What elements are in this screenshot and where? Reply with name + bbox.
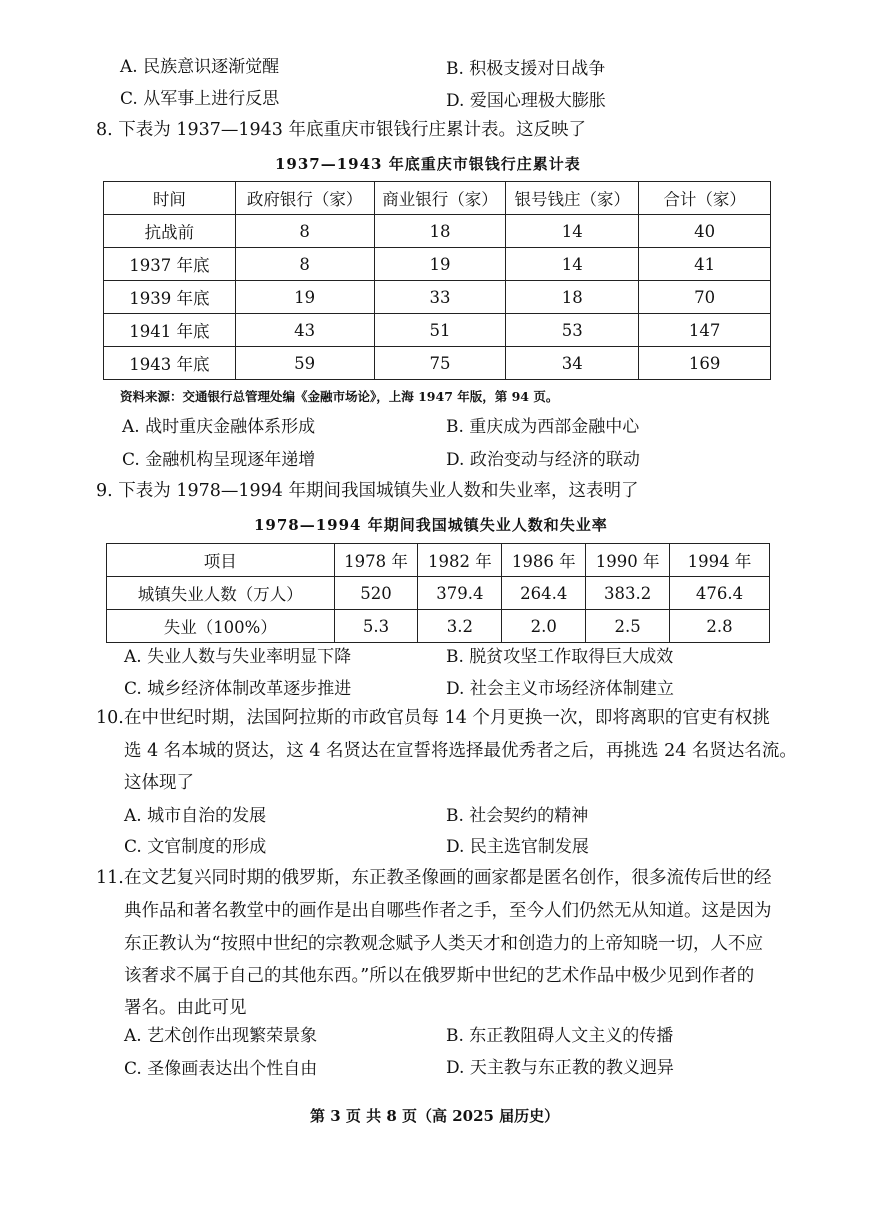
q8-option-d: D. 政治变动与经济的联动: [446, 450, 640, 470]
q11-text-line-5: 署名。由此可见: [124, 998, 247, 1018]
table-cell: 2.0: [502, 610, 586, 643]
table-cell: 1937 年底: [104, 248, 236, 281]
table-cell: 19: [374, 248, 506, 281]
table-cell: 59: [235, 347, 374, 380]
q7-option-c: C. 从军事上进行反思: [120, 89, 280, 109]
header-cell: 合计（家）: [639, 182, 771, 215]
q10-text-line-2: 选 4 名本城的贤达，这 4 名贤达在宣誓将选择最优秀者之后，再挑选 24 名贤达名流。: [124, 741, 797, 761]
table-cell: 14: [506, 248, 639, 281]
q11-option-a: A. 艺术创作出现繁荣景象: [124, 1026, 318, 1046]
table-cell: 70: [639, 281, 771, 314]
table-cell: 18: [374, 215, 506, 248]
q9-option-a: A. 失业人数与失业率明显下降: [124, 647, 352, 667]
table-header-row: [104, 182, 771, 215]
table-cell: 476.4: [670, 577, 770, 610]
table-cell: 14: [506, 215, 639, 248]
table-cell: 2.5: [586, 610, 670, 643]
table-cell: 3.2: [418, 610, 502, 643]
q9-stem: 9. 下表为 1978—1994 年期间我国城镇失业人数和失业率，这表明了: [96, 481, 639, 501]
q8-option-b: B. 重庆成为西部金融中心: [446, 417, 640, 437]
table-cell: 抗战前: [104, 215, 236, 248]
q9-option-c: C. 城乡经济体制改革逐步推进: [124, 679, 352, 699]
q11-text-line-2: 典作品和著名教堂中的画作是出自哪些作者之手，至今人们仍然无从知道。这是因为: [124, 901, 772, 921]
table-cell: 33: [374, 281, 506, 314]
table-cell: 40: [639, 215, 771, 248]
table-cell: 169: [639, 347, 771, 380]
table-cell: 5.3: [334, 610, 418, 643]
page-footer: 第 3 页 共 8 页（高 2025 届历史）: [310, 1107, 560, 1125]
table-cell: 264.4: [502, 577, 586, 610]
q11-text-line-3: 东正教认为“按照中世纪的宗教观念赋予人类天才和创造力的上帝知晓一切，人不应: [124, 934, 763, 954]
table-cell: 2.8: [670, 610, 770, 643]
table-cell: 147: [639, 314, 771, 347]
q8-option-a: A. 战时重庆金融体系形成: [122, 417, 316, 437]
header-cell: 商业银行（家）: [374, 182, 506, 215]
q10-text-line-1: 在中世纪时期，法国阿拉斯的市政官员每 14 个月更换一次，即将离职的官吏有权挑: [124, 708, 770, 728]
q9-table-title: 1978—1994 年期间我国城镇失业人数和失业率: [254, 516, 608, 534]
q11-text-line-4: 该奢求不属于自己的其他东西。”所以在俄罗斯中世纪的艺术作品中极少见到作者的: [124, 966, 755, 986]
header-cell: 1994 年: [670, 544, 770, 577]
table-row: [104, 314, 771, 347]
table-cell: 1939 年底: [104, 281, 236, 314]
header-cell: 银号钱庄（家）: [506, 182, 639, 215]
table-cell: 41: [639, 248, 771, 281]
table-row: [107, 577, 770, 610]
table-cell: 383.2: [586, 577, 670, 610]
header-cell: 1990 年: [586, 544, 670, 577]
table-row: [104, 215, 771, 248]
header-cell: 时间: [104, 182, 236, 215]
q11-option-d: D. 天主教与东正教的教义迥异: [446, 1058, 674, 1078]
q7-option-b: B. 积极支援对日战争: [446, 59, 606, 79]
table-row: [104, 248, 771, 281]
table-row: [104, 281, 771, 314]
table-cell: 失业（100%）: [107, 610, 335, 643]
q7-option-a: A. 民族意识逐渐觉醒: [120, 57, 280, 77]
table-cell: 8: [235, 215, 374, 248]
q9-option-b: B. 脱贫攻坚工作取得巨大成效: [446, 647, 674, 667]
header-cell: 项目: [107, 544, 335, 577]
q10-number: 10.: [96, 708, 124, 728]
table-cell: 51: [374, 314, 506, 347]
q8-stem: 8. 下表为 1937—1943 年底重庆市银钱行庄累计表。这反映了: [96, 120, 586, 140]
q9-option-d: D. 社会主义市场经济体制建立: [446, 679, 674, 699]
q11-option-c: C. 圣像画表达出个性自由: [124, 1059, 318, 1079]
table-header-row: [107, 544, 770, 577]
table-cell: 34: [506, 347, 639, 380]
table-cell: 43: [235, 314, 374, 347]
table-cell: 520: [334, 577, 418, 610]
q8-table-title: 1937—1943 年底重庆市银钱行庄累计表: [275, 155, 581, 173]
table-cell: 379.4: [418, 577, 502, 610]
q10-text-line-3: 这体现了: [124, 773, 194, 793]
table-row: [107, 610, 770, 643]
table-cell: 1941 年底: [104, 314, 236, 347]
header-cell: 政府银行（家）: [235, 182, 374, 215]
q10-option-a: A. 城市自治的发展: [124, 806, 267, 826]
q10-option-c: C. 文官制度的形成: [124, 837, 267, 857]
table-row: [104, 347, 771, 380]
table-cell: 8: [235, 248, 374, 281]
table-cell: 19: [235, 281, 374, 314]
header-cell: 1986 年: [502, 544, 586, 577]
header-cell: 1982 年: [418, 544, 502, 577]
q9-table: [106, 543, 770, 643]
q7-option-d: D. 爱国心理极大膨胀: [446, 91, 606, 111]
header-cell: 1978 年: [334, 544, 418, 577]
table-cell: 18: [506, 281, 639, 314]
table-cell: 75: [374, 347, 506, 380]
q8-table: [103, 181, 771, 380]
q11-text-line-1: 在文艺复兴同时期的俄罗斯，东正教圣像画的画家都是匿名创作，很多流传后世的经: [124, 868, 772, 888]
q11-option-b: B. 东正教阻碍人文主义的传播: [446, 1026, 674, 1046]
table-cell: 53: [506, 314, 639, 347]
table-cell: 1943 年底: [104, 347, 236, 380]
q11-number: 11.: [96, 868, 124, 888]
q10-option-d: D. 民主选官制发展: [446, 837, 589, 857]
q8-option-c: C. 金融机构呈现逐年递增: [122, 450, 316, 470]
table-cell: 城镇失业人数（万人）: [107, 577, 335, 610]
q10-option-b: B. 社会契约的精神: [446, 806, 589, 826]
q8-source-note: 资料来源：交通银行总管理处编《金融市场论》，上海 1947 年版，第 94 页。: [120, 389, 559, 404]
